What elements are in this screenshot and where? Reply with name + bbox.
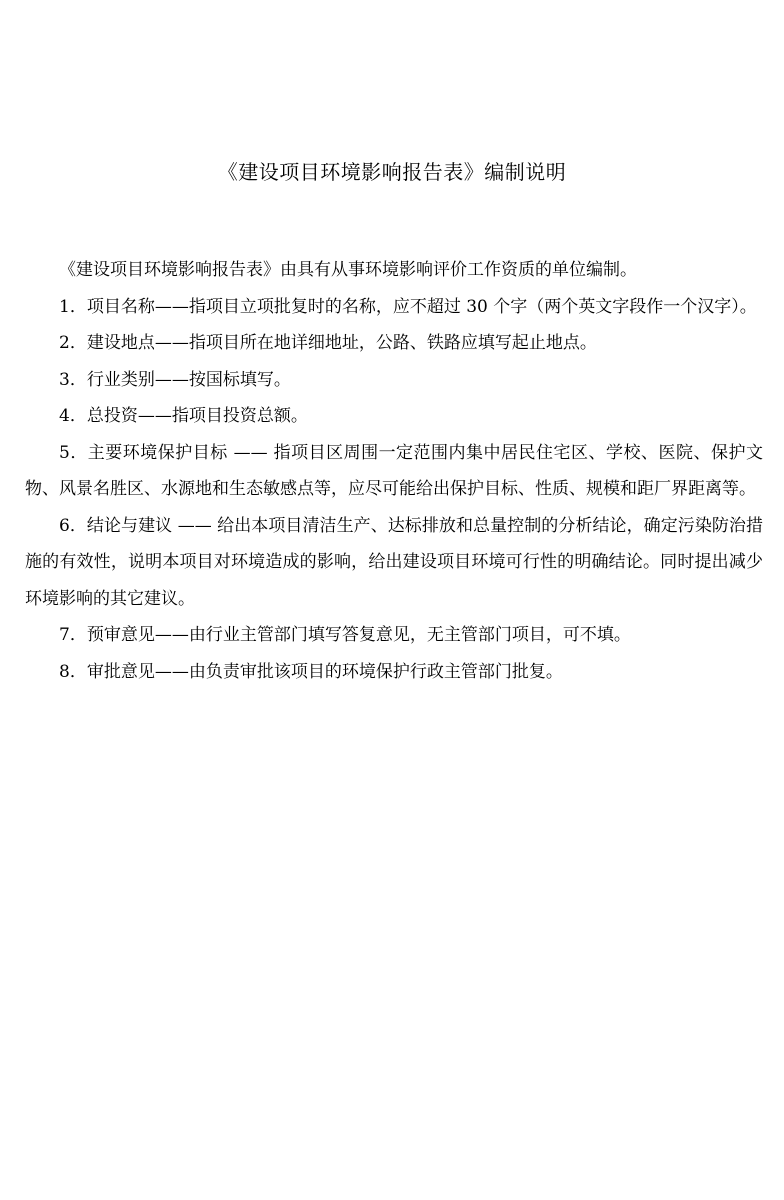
item-approval-opinion: 8．审批意见——由负责审批该项目的环境保护行政主管部门批复。: [59, 661, 563, 682]
item-total-investment: 4．总投资——指项目投资总额。: [59, 406, 308, 426]
document-title: 《建设项目环境影响报告表》编制说明: [217, 160, 567, 184]
document-body: [25, 252, 763, 690]
item-project-name: 1．项目名称——指项目立项批复时的名称，应不超过 30 个字（两个英文字段作一个汉字）。: [59, 296, 757, 317]
intro-paragraph: 《建设项目环境影响报告表》由具有从事环境影响评价工作资质的单位编制。: [59, 260, 637, 280]
item-construction-site: 2．建设地点——指项目所在地详细地址，公路、铁路应填写起止地点。: [59, 333, 597, 353]
item-preliminary-review: 7．预审意见——由行业主管部门填写答复意见，无主管部门项目，可不填。: [59, 625, 631, 645]
item-conclusions: 6．结论与建议 —— 给出本项目清洁生产、达标排放和总量控制的分析结论，确定污染防治措施的有效性，说明本项目对环境造成的影响，给出建设项目环境可行性的明确结论。同时提出减少环境影响的其它建议。: [25, 515, 763, 609]
item-protection-targets: 5．主要环境保护目标 —— 指项目区周围一定范围内集中居民住宅区、学校、医院、保护文物、风景名胜区、水源地和生态敏感点等，应尽可能给出保护目标、性质、规模和距厂界距离等。: [25, 442, 763, 499]
item-industry-category: 3．行业类别——按国标填写。: [59, 369, 291, 390]
